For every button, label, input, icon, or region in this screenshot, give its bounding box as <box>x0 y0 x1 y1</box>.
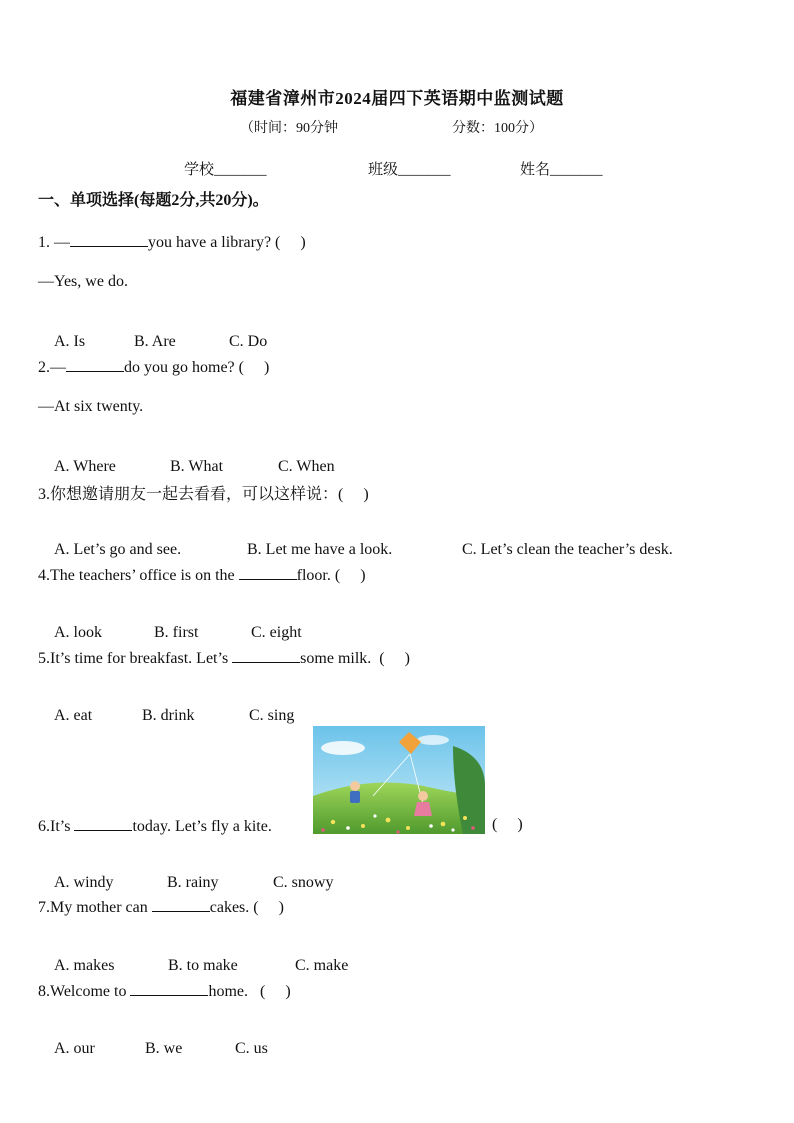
question-2-stem-end: do you go home? ( ) <box>124 359 270 376</box>
kite-flying-picture <box>313 726 485 834</box>
question-8-options <box>38 1022 268 1076</box>
question-3: 3.你想邀请朋友一起去看看，可以这样说：( ) <box>38 486 369 503</box>
question-6-stem-end: today. Let’s fly a kite. <box>132 818 272 835</box>
question-1-stem-end: you have a library? ( ) <box>148 234 306 251</box>
option-c: C. eight <box>251 624 302 641</box>
option-a: A. look <box>54 624 102 641</box>
question-6-stem-start: 6.It’s <box>38 818 75 835</box>
question-7 <box>38 897 284 917</box>
question-2-reply: —At six twenty. <box>38 398 144 415</box>
question-1-stem-start: 1. — <box>38 234 70 251</box>
option-b: B. we <box>145 1040 183 1057</box>
option-c: C. sing <box>249 707 295 724</box>
answer-blank <box>239 565 297 580</box>
question-6 <box>38 816 272 836</box>
question-5-stem-start: 5.It’s time for breakfast. Let’s <box>38 650 233 667</box>
option-c: C. When <box>278 458 335 475</box>
question-2 <box>38 357 269 377</box>
question-1 <box>38 232 306 252</box>
option-a: A. windy <box>54 874 114 891</box>
option-a: A. makes <box>54 957 115 974</box>
section-heading: 一、单项选择(每题2分,共20分)。 <box>38 192 269 209</box>
option-c: C. Do <box>229 333 268 350</box>
question-5-stem-end: some milk. ( ) <box>300 650 410 667</box>
page-title: 福建省漳州市2024届四下英语期中监测试题 <box>230 89 564 108</box>
option-a: A. Where <box>54 458 116 475</box>
option-a: A. eat <box>54 707 93 724</box>
answer-blank <box>74 816 132 831</box>
answer-blank <box>130 981 208 996</box>
option-c: C. us <box>235 1040 268 1057</box>
option-c: C. Let’s clean the teacher’s desk. <box>462 541 673 558</box>
option-c: C. make <box>295 957 349 974</box>
question-4 <box>38 565 366 585</box>
question-2-stem-start: 2.— <box>38 359 66 376</box>
question-5-options <box>38 689 294 743</box>
question-4-stem-end: floor. ( ) <box>296 567 366 584</box>
option-b: B. rainy <box>167 874 219 891</box>
exam-score: 分数：100分） <box>452 121 543 136</box>
answer-blank <box>70 232 148 247</box>
question-8-stem-start: 8.Welcome to <box>38 983 131 1000</box>
class-field: 班级_______ <box>368 162 451 178</box>
option-a: A. Is <box>54 333 86 350</box>
option-b: B. to make <box>168 957 238 974</box>
question-4-stem-start: 4.The teachers’ office is on the <box>38 567 239 584</box>
option-b: B. Let me have a look. <box>247 541 393 558</box>
option-c: C. snowy <box>273 874 334 891</box>
question-5 <box>38 648 410 668</box>
option-a: A. Let’s go and see. <box>54 541 182 558</box>
school-field: 学校_______ <box>184 162 267 178</box>
option-b: B. first <box>154 624 199 641</box>
option-b: B. Are <box>134 333 176 350</box>
question-8 <box>38 981 291 1001</box>
answer-blank <box>66 357 124 372</box>
option-b: B. drink <box>142 707 195 724</box>
answer-blank <box>152 897 210 912</box>
question-8-stem-end: home. ( ) <box>208 983 291 1000</box>
option-b: B. What <box>170 458 224 475</box>
question-7-stem-start: 7.My mother can <box>38 899 152 916</box>
question-1-reply: —Yes, we do. <box>38 273 128 290</box>
question-7-stem-end: cakes. ( ) <box>209 899 284 916</box>
question-6-bracket: ( ) <box>492 816 523 833</box>
name-field: 姓名_______ <box>520 162 603 178</box>
answer-blank <box>232 648 300 663</box>
option-a: A. our <box>54 1040 95 1057</box>
exam-time: （时间：90分钟 <box>240 121 338 136</box>
